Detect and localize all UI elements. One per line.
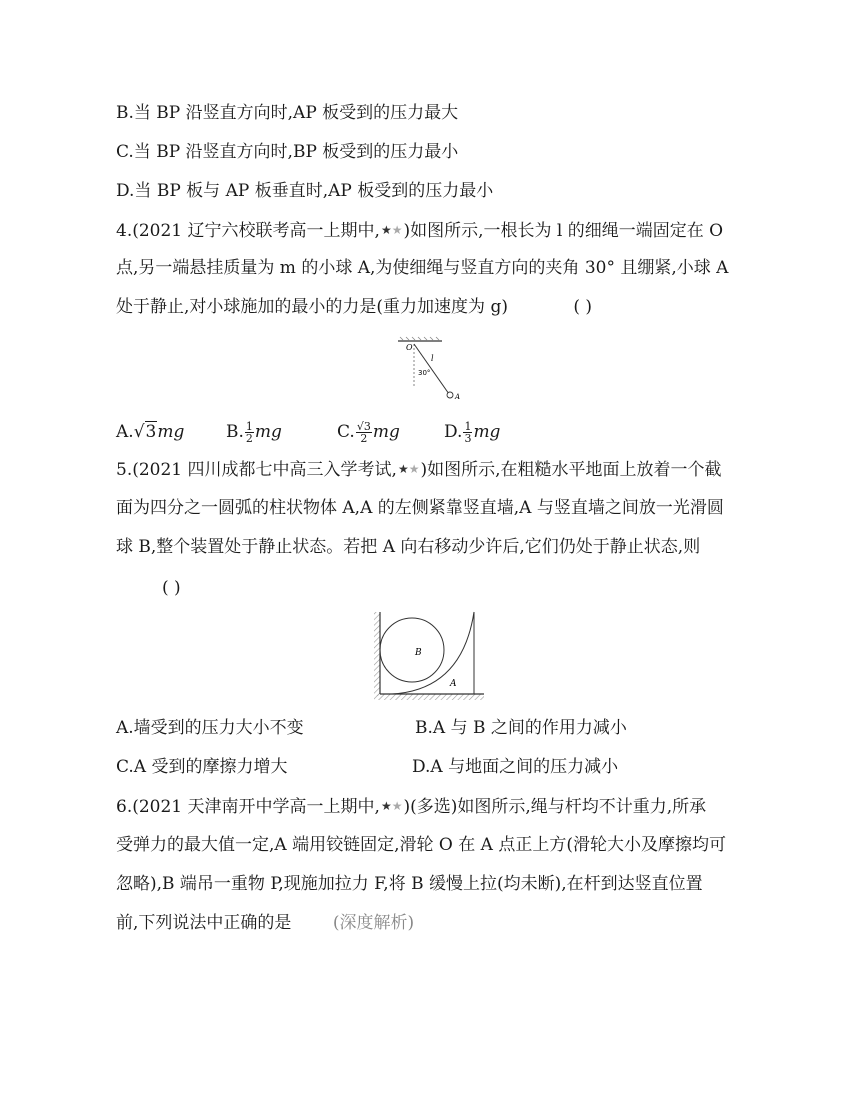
- deep-analysis-note: (深度解析): [332, 913, 415, 933]
- q6-line4: [116, 912, 414, 934]
- ball-a: [447, 392, 453, 398]
- q5-answer-paren: ( ): [162, 578, 181, 598]
- q6-source: 6.(2021 天津南开中学高一上期中,: [116, 797, 380, 817]
- q5-line2: 面为四分之一圆弧的柱状物体 A,A 的左侧紧靠竖直墙,A 与竖直墙之间放一光滑圆: [116, 498, 724, 518]
- q4-source: 4.(2021 辽宁六校联考高一上期中,: [116, 221, 380, 241]
- q5-option-d: D.A 与地面之间的压力减小: [412, 757, 619, 777]
- difficulty-star-icon: ★★: [380, 799, 403, 813]
- object-a-arc: [392, 612, 474, 694]
- label-a: A: [455, 393, 461, 401]
- fraction: $\frac{1}{3}$: [464, 420, 472, 445]
- q4-line1: [116, 219, 723, 242]
- q4-option-d: D. $\frac{1}{3}$ mg: [444, 420, 501, 445]
- fraction: $\frac{√3}{2}$: [356, 420, 371, 445]
- wall-hatch: [374, 612, 380, 696]
- q4-line2: 点,另一端悬挂质量为 m 的小球 A,为使细绳与竖直方向的夹角 30° 且绷紧,小球 A: [116, 258, 729, 278]
- fraction: $\frac{1}{2}$: [245, 420, 253, 445]
- q5-source: 5.(2021 四川成都七中高三入学考试,: [116, 460, 397, 480]
- q4-option-b: B. $\frac{1}{2}$ mg: [226, 420, 282, 445]
- q5-option-b: B.A 与 B 之间的作用力减小: [415, 718, 627, 738]
- q4-line3: [116, 296, 592, 318]
- difficulty-star-icon: ★★: [380, 223, 403, 237]
- ceiling-hatch: [398, 337, 442, 341]
- q6-line1: [116, 795, 706, 818]
- q4-figure: [394, 336, 474, 406]
- q5-option-c: C.A 受到的摩擦力增大: [116, 757, 288, 777]
- option-d-prev: D.当 BP 板与 AP 板垂直时,AP 板受到的压力最小: [116, 181, 494, 201]
- q6-line2: 受弹力的最大值一定,A 端用铰链固定,滑轮 O 在 A 点正上方(滑轮大小及摩擦均可: [116, 835, 726, 855]
- label-o: O: [406, 343, 413, 352]
- q5-line3: 球 B,整个装置处于静止状态。若把 A 向右移动少许后,它们仍处于静止状态,则: [116, 537, 701, 557]
- q6-line3: 忽略),B 端吊一重物 P,现施加拉力 F,将 B 缓慢上拉(均未断),在杆到达竖直位置: [116, 874, 703, 894]
- q5-line1: [116, 458, 722, 481]
- ball-b: [380, 618, 444, 682]
- label-b: B: [415, 648, 422, 658]
- q4-text-3: 处于静止,对小球施加的最小的力是(重力加速度为 g): [116, 297, 508, 317]
- option-c-prev: C.当 BP 沿竖直方向时,BP 板受到的压力最小: [116, 142, 459, 162]
- label-angle: 30°: [418, 369, 431, 377]
- q4-text-1: )如图所示,一根长为 l 的细绳一端固定在 O: [403, 221, 724, 241]
- q6-text-1: )(多选)如图所示,绳与杆均不计重力,所承: [403, 797, 707, 817]
- q5-figure: [372, 610, 488, 702]
- q5-text-1: )如图所示,在粗糙水平地面上放着一个截: [420, 460, 722, 480]
- q4-option-a: A.√3mg: [116, 422, 185, 442]
- q4-option-c: C. $\frac{√3}{2}$ mg: [337, 420, 400, 445]
- label-a: A: [450, 679, 457, 689]
- q5-option-a: A.墙受到的压力大小不变: [116, 718, 304, 738]
- label-l: l: [431, 354, 434, 363]
- ground-hatch: [374, 694, 484, 700]
- q4-answer-paren: ( ): [573, 297, 593, 317]
- sqrt-symbol: √3: [133, 422, 157, 442]
- q6-text-4: 前,下列说法中正确的是: [116, 913, 292, 933]
- option-b-prev: B.当 BP 沿竖直方向时,AP 板受到的压力最大: [116, 103, 459, 123]
- difficulty-star-icon: ★★: [397, 462, 420, 476]
